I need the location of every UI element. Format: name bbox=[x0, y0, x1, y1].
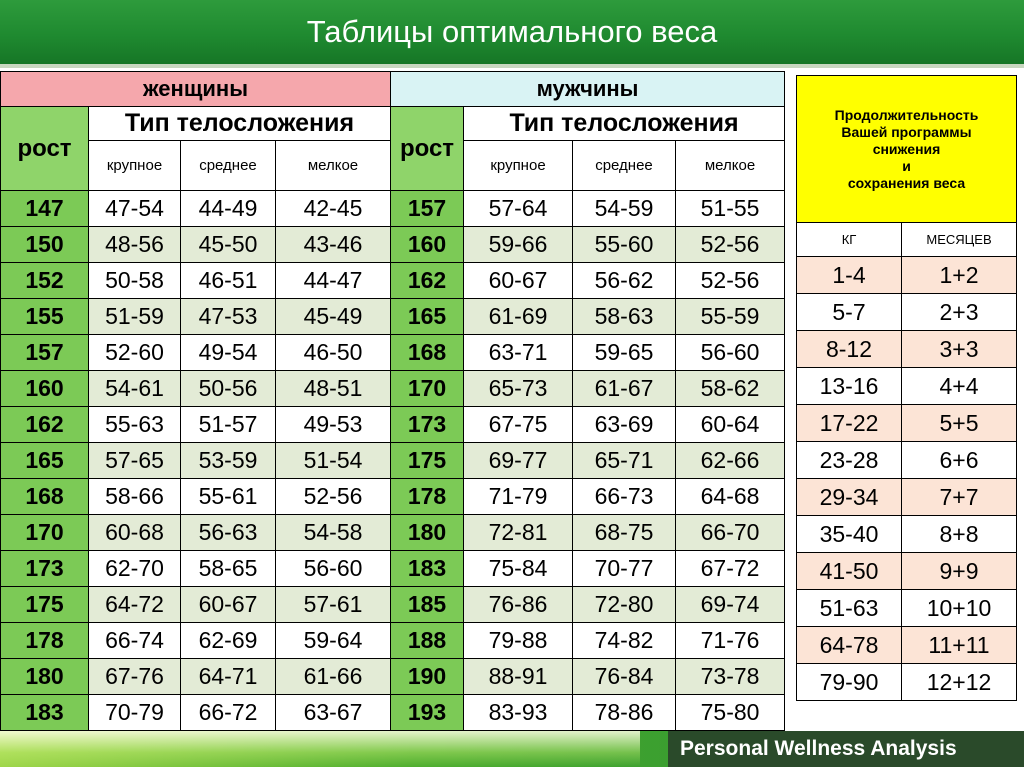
men-header: мужчины bbox=[391, 72, 785, 107]
women-small-cell: 54-58 bbox=[276, 515, 391, 551]
women-large-cell: 66-74 bbox=[89, 623, 181, 659]
men-height-cell: 185 bbox=[391, 587, 464, 623]
men-large-cell: 83-93 bbox=[464, 695, 573, 731]
men-large-cell: 71-79 bbox=[464, 479, 573, 515]
men-height-cell: 165 bbox=[391, 299, 464, 335]
women-small-cell: 57-61 bbox=[276, 587, 391, 623]
kg-cell: 29-34 bbox=[797, 479, 902, 516]
women-height-cell: 157 bbox=[1, 335, 89, 371]
men-height-cell: 168 bbox=[391, 335, 464, 371]
women-type-small: мелкое bbox=[276, 141, 391, 191]
men-medium-cell: 59-65 bbox=[573, 335, 676, 371]
table-row bbox=[1, 299, 785, 335]
men-height-cell: 190 bbox=[391, 659, 464, 695]
men-height-cell: 162 bbox=[391, 263, 464, 299]
women-small-cell: 48-51 bbox=[276, 371, 391, 407]
slide-header bbox=[0, 0, 1024, 64]
men-medium-cell: 63-69 bbox=[573, 407, 676, 443]
program-duration-table bbox=[796, 75, 1017, 701]
months-header: МЕСЯЦЕВ bbox=[902, 223, 1017, 257]
months-cell: 7+7 bbox=[902, 479, 1017, 516]
women-small-cell: 45-49 bbox=[276, 299, 391, 335]
women-height-cell: 165 bbox=[1, 443, 89, 479]
women-medium-cell: 44-49 bbox=[181, 191, 276, 227]
months-cell: 6+6 bbox=[902, 442, 1017, 479]
women-medium-cell: 55-61 bbox=[181, 479, 276, 515]
women-medium-cell: 62-69 bbox=[181, 623, 276, 659]
months-cell: 3+3 bbox=[902, 331, 1017, 368]
months-cell: 12+12 bbox=[902, 664, 1017, 701]
kg-cell: 23-28 bbox=[797, 442, 902, 479]
brand-text: Personal Wellness Analysis bbox=[680, 737, 957, 760]
duration-title-line: и bbox=[902, 157, 911, 174]
women-large-cell: 58-66 bbox=[89, 479, 181, 515]
duration-title bbox=[797, 76, 1017, 223]
table-row bbox=[1, 695, 785, 731]
women-small-cell: 63-67 bbox=[276, 695, 391, 731]
men-small-cell: 52-56 bbox=[676, 263, 785, 299]
table-row bbox=[1, 407, 785, 443]
men-height-cell: 183 bbox=[391, 551, 464, 587]
men-large-cell: 69-77 bbox=[464, 443, 573, 479]
women-medium-cell: 66-72 bbox=[181, 695, 276, 731]
men-medium-cell: 65-71 bbox=[573, 443, 676, 479]
table-row bbox=[1, 587, 785, 623]
kg-cell: 5-7 bbox=[797, 294, 902, 331]
men-medium-cell: 72-80 bbox=[573, 587, 676, 623]
men-large-cell: 67-75 bbox=[464, 407, 573, 443]
men-large-cell: 57-64 bbox=[464, 191, 573, 227]
men-small-cell: 58-62 bbox=[676, 371, 785, 407]
table-row bbox=[1, 443, 785, 479]
kg-cell: 79-90 bbox=[797, 664, 902, 701]
men-small-cell: 62-66 bbox=[676, 443, 785, 479]
women-medium-cell: 58-65 bbox=[181, 551, 276, 587]
table-row bbox=[1, 515, 785, 551]
men-large-cell: 59-66 bbox=[464, 227, 573, 263]
men-type-medium: среднее bbox=[573, 141, 676, 191]
women-header: женщины bbox=[1, 72, 391, 107]
men-large-cell: 61-69 bbox=[464, 299, 573, 335]
men-large-cell: 79-88 bbox=[464, 623, 573, 659]
table-row bbox=[797, 294, 1017, 331]
men-large-cell: 60-67 bbox=[464, 263, 573, 299]
women-height-cell: 150 bbox=[1, 227, 89, 263]
women-height-cell: 147 bbox=[1, 191, 89, 227]
women-small-cell: 44-47 bbox=[276, 263, 391, 299]
men-small-cell: 66-70 bbox=[676, 515, 785, 551]
men-medium-cell: 78-86 bbox=[573, 695, 676, 731]
men-medium-cell: 70-77 bbox=[573, 551, 676, 587]
kg-cell: 17-22 bbox=[797, 405, 902, 442]
women-small-cell: 51-54 bbox=[276, 443, 391, 479]
men-small-cell: 60-64 bbox=[676, 407, 785, 443]
kg-cell: 64-78 bbox=[797, 627, 902, 664]
men-small-cell: 52-56 bbox=[676, 227, 785, 263]
men-medium-cell: 61-67 bbox=[573, 371, 676, 407]
table-row bbox=[797, 627, 1017, 664]
kg-cell: 35-40 bbox=[797, 516, 902, 553]
women-height-cell: 162 bbox=[1, 407, 89, 443]
footer-bar bbox=[0, 731, 1024, 767]
table-row bbox=[797, 442, 1017, 479]
women-large-cell: 57-65 bbox=[89, 443, 181, 479]
women-small-cell: 59-64 bbox=[276, 623, 391, 659]
women-height-cell: 160 bbox=[1, 371, 89, 407]
table-row bbox=[797, 664, 1017, 701]
women-medium-cell: 50-56 bbox=[181, 371, 276, 407]
kg-header: КГ bbox=[797, 223, 902, 257]
women-large-cell: 64-72 bbox=[89, 587, 181, 623]
men-small-cell: 71-76 bbox=[676, 623, 785, 659]
men-large-cell: 63-71 bbox=[464, 335, 573, 371]
women-large-cell: 48-56 bbox=[89, 227, 181, 263]
women-medium-cell: 49-54 bbox=[181, 335, 276, 371]
women-large-cell: 67-76 bbox=[89, 659, 181, 695]
men-small-cell: 75-80 bbox=[676, 695, 785, 731]
table-row bbox=[1, 479, 785, 515]
table-row bbox=[797, 331, 1017, 368]
women-large-cell: 54-61 bbox=[89, 371, 181, 407]
women-type-medium: среднее bbox=[181, 141, 276, 191]
women-small-cell: 43-46 bbox=[276, 227, 391, 263]
women-medium-cell: 53-59 bbox=[181, 443, 276, 479]
women-large-cell: 51-59 bbox=[89, 299, 181, 335]
women-height-cell: 170 bbox=[1, 515, 89, 551]
women-large-cell: 50-58 bbox=[89, 263, 181, 299]
women-height-cell: 155 bbox=[1, 299, 89, 335]
table-row bbox=[1, 191, 785, 227]
women-medium-cell: 46-51 bbox=[181, 263, 276, 299]
months-cell: 5+5 bbox=[902, 405, 1017, 442]
women-height-cell: 168 bbox=[1, 479, 89, 515]
men-medium-cell: 58-63 bbox=[573, 299, 676, 335]
kg-cell: 1-4 bbox=[797, 257, 902, 294]
men-height-cell: 175 bbox=[391, 443, 464, 479]
women-large-cell: 55-63 bbox=[89, 407, 181, 443]
women-medium-cell: 64-71 bbox=[181, 659, 276, 695]
women-medium-cell: 45-50 bbox=[181, 227, 276, 263]
duration-title-line: Продолжительность bbox=[834, 106, 979, 123]
men-large-cell: 76-86 bbox=[464, 587, 573, 623]
kg-cell: 8-12 bbox=[797, 331, 902, 368]
men-height-cell: 173 bbox=[391, 407, 464, 443]
men-large-cell: 75-84 bbox=[464, 551, 573, 587]
kg-cell: 51-63 bbox=[797, 590, 902, 627]
table-row bbox=[1, 659, 785, 695]
men-medium-cell: 56-62 bbox=[573, 263, 676, 299]
duration-title-line: сохранения веса bbox=[847, 174, 966, 191]
men-medium-cell: 54-59 bbox=[573, 191, 676, 227]
table-row bbox=[797, 516, 1017, 553]
men-small-cell: 55-59 bbox=[676, 299, 785, 335]
duration-title-line: Вашей программы bbox=[841, 123, 972, 140]
kg-cell: 13-16 bbox=[797, 368, 902, 405]
women-medium-cell: 56-63 bbox=[181, 515, 276, 551]
men-height-cell: 178 bbox=[391, 479, 464, 515]
women-small-cell: 46-50 bbox=[276, 335, 391, 371]
months-cell: 10+10 bbox=[902, 590, 1017, 627]
women-height-cell: 178 bbox=[1, 623, 89, 659]
women-large-cell: 70-79 bbox=[89, 695, 181, 731]
women-height-cell: 183 bbox=[1, 695, 89, 731]
table-row bbox=[1, 263, 785, 299]
table-row bbox=[1, 551, 785, 587]
women-medium-cell: 47-53 bbox=[181, 299, 276, 335]
men-medium-cell: 68-75 bbox=[573, 515, 676, 551]
table-row bbox=[1, 227, 785, 263]
men-medium-cell: 66-73 bbox=[573, 479, 676, 515]
men-body-type-header: Тип телосложения bbox=[464, 107, 785, 141]
women-body-type-header: Тип телосложения bbox=[89, 107, 391, 141]
men-large-cell: 72-81 bbox=[464, 515, 573, 551]
footer-glow bbox=[0, 731, 640, 767]
women-small-cell: 56-60 bbox=[276, 551, 391, 587]
men-medium-cell: 74-82 bbox=[573, 623, 676, 659]
table-row bbox=[797, 590, 1017, 627]
months-cell: 11+11 bbox=[902, 627, 1017, 664]
months-cell: 9+9 bbox=[902, 553, 1017, 590]
women-medium-cell: 60-67 bbox=[181, 587, 276, 623]
men-type-small: мелкое bbox=[676, 141, 785, 191]
men-type-large: крупное bbox=[464, 141, 573, 191]
men-small-cell: 51-55 bbox=[676, 191, 785, 227]
women-small-cell: 61-66 bbox=[276, 659, 391, 695]
men-small-cell: 67-72 bbox=[676, 551, 785, 587]
table-row bbox=[797, 257, 1017, 294]
table-row bbox=[797, 368, 1017, 405]
men-medium-cell: 76-84 bbox=[573, 659, 676, 695]
women-small-cell: 52-56 bbox=[276, 479, 391, 515]
months-cell: 1+2 bbox=[902, 257, 1017, 294]
kg-cell: 41-50 bbox=[797, 553, 902, 590]
women-height-cell: 173 bbox=[1, 551, 89, 587]
table-row bbox=[797, 405, 1017, 442]
header-divider bbox=[0, 64, 1024, 68]
men-small-cell: 73-78 bbox=[676, 659, 785, 695]
table-row bbox=[1, 335, 785, 371]
men-height-cell: 180 bbox=[391, 515, 464, 551]
optimal-weight-table bbox=[0, 71, 785, 731]
women-large-cell: 62-70 bbox=[89, 551, 181, 587]
men-height-header: рост bbox=[391, 107, 464, 191]
women-large-cell: 52-60 bbox=[89, 335, 181, 371]
table-row bbox=[797, 479, 1017, 516]
men-height-cell: 170 bbox=[391, 371, 464, 407]
women-large-cell: 60-68 bbox=[89, 515, 181, 551]
table-row bbox=[797, 553, 1017, 590]
women-medium-cell: 51-57 bbox=[181, 407, 276, 443]
women-height-cell: 180 bbox=[1, 659, 89, 695]
women-small-cell: 49-53 bbox=[276, 407, 391, 443]
women-height-header: рост bbox=[1, 107, 89, 191]
men-large-cell: 65-73 bbox=[464, 371, 573, 407]
slide-title: Таблицы оптимального веса bbox=[306, 14, 718, 49]
women-height-cell: 175 bbox=[1, 587, 89, 623]
months-cell: 2+3 bbox=[902, 294, 1017, 331]
women-large-cell: 47-54 bbox=[89, 191, 181, 227]
table-row bbox=[1, 371, 785, 407]
men-small-cell: 56-60 bbox=[676, 335, 785, 371]
men-small-cell: 69-74 bbox=[676, 587, 785, 623]
table-row bbox=[1, 623, 785, 659]
men-height-cell: 193 bbox=[391, 695, 464, 731]
months-cell: 4+4 bbox=[902, 368, 1017, 405]
women-height-cell: 152 bbox=[1, 263, 89, 299]
women-small-cell: 42-45 bbox=[276, 191, 391, 227]
men-medium-cell: 55-60 bbox=[573, 227, 676, 263]
men-height-cell: 157 bbox=[391, 191, 464, 227]
men-height-cell: 188 bbox=[391, 623, 464, 659]
women-type-large: крупное bbox=[89, 141, 181, 191]
men-large-cell: 88-91 bbox=[464, 659, 573, 695]
months-cell: 8+8 bbox=[902, 516, 1017, 553]
men-height-cell: 160 bbox=[391, 227, 464, 263]
men-small-cell: 64-68 bbox=[676, 479, 785, 515]
duration-title-line: снижения bbox=[872, 140, 941, 157]
